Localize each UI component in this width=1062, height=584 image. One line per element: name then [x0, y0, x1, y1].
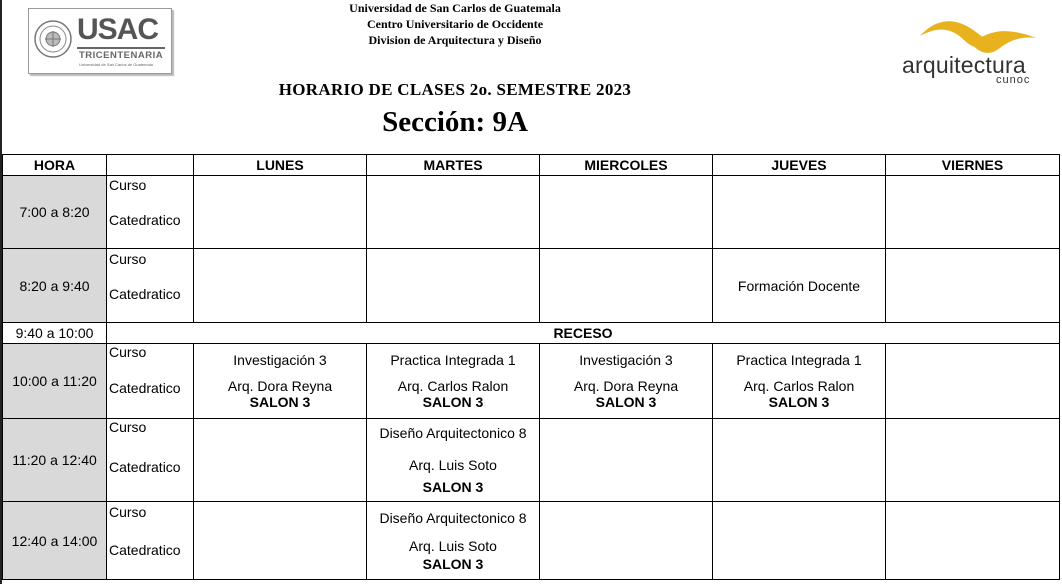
teacher-label: Catedratico [109, 542, 181, 558]
table-row [3, 176, 1060, 249]
course-label: Curso [109, 251, 147, 267]
row-labels [107, 419, 194, 502]
section-label: Sección: 9A [382, 106, 528, 138]
course-label: Curso [109, 177, 147, 193]
header-lunes: LUNES [194, 155, 367, 176]
room-label: SALON 3 [422, 394, 484, 410]
cell-martes [367, 419, 540, 502]
course-name: Diseño Arquitectonico 8 [379, 509, 527, 526]
cell-lunes [194, 176, 367, 249]
cell-miercoles [540, 419, 713, 502]
time-cell: 11:20 a 12:40 [3, 419, 107, 502]
cell-jueves [713, 344, 886, 419]
course-name: Practica Integrada 1 [736, 352, 862, 368]
schedule-table [2, 154, 1060, 580]
header-miercoles: MIERCOLES [540, 155, 713, 176]
teacher-name: Arq. Dora Reyna [573, 378, 679, 394]
cell-martes [367, 249, 540, 323]
cell-jueves [713, 176, 886, 249]
recess-label: RECESO [107, 323, 1060, 344]
cell-viernes [886, 344, 1060, 419]
usac-small-text: Universidad de San Carlos de Guatemala [79, 62, 153, 67]
usac-divider [77, 47, 165, 49]
cell-viernes [886, 176, 1060, 249]
room-label: SALON 3 [768, 394, 830, 410]
row-labels [107, 344, 194, 419]
schedule-title: HORARIO DE CLASES 2o. SEMESTRE 2023 [278, 80, 632, 99]
time-cell: 10:00 a 11:20 [3, 344, 107, 419]
table-row [3, 419, 1060, 502]
cell-viernes [886, 249, 1060, 323]
time-cell: 7:00 a 8:20 [3, 176, 107, 249]
header-martes: MARTES [367, 155, 540, 176]
row-labels [107, 176, 194, 249]
division-name: Division de Arquitectura y Diseño [368, 33, 542, 47]
recess-row [3, 323, 1060, 344]
teacher-label: Catedratico [109, 212, 181, 228]
cell-miercoles [540, 249, 713, 323]
course-name: Investigación 3 [233, 352, 327, 368]
arquitectura-wordmark: arquitectura [902, 52, 1026, 78]
room-label: SALON 3 [249, 394, 311, 410]
cell-lunes [194, 502, 367, 580]
time-cell: 12:40 a 14:00 [3, 502, 107, 580]
cell-martes [367, 344, 540, 419]
header-labels [107, 155, 194, 176]
course-name: Investigación 3 [579, 352, 673, 368]
cell-lunes [194, 419, 367, 502]
table-header-row [3, 155, 1060, 176]
usac-seal-icon [33, 19, 73, 59]
teacher-name: Arq. Luis Soto [409, 537, 497, 554]
row-labels [107, 249, 194, 323]
course-name: Diseño Arquitectonico 8 [379, 425, 527, 441]
course-label: Curso [109, 504, 147, 520]
cell-lunes [194, 249, 367, 323]
center-name: Centro Universitario de Occidente [366, 17, 544, 31]
cell-jueves: Formación Docente [713, 249, 886, 323]
header-jueves: JUEVES [713, 155, 886, 176]
teacher-label: Catedratico [109, 380, 181, 396]
course-label: Curso [109, 344, 147, 360]
arquitectura-swoosh-icon [918, 14, 1038, 56]
university-name: Universidad de San Carlos de Guatemala [349, 1, 561, 15]
teacher-label: Catedratico [109, 459, 181, 475]
header-hora: HORA [3, 155, 107, 176]
cunoc-wordmark: cunoc [996, 74, 1031, 86]
time-cell: 8:20 a 9:40 [3, 249, 107, 323]
header-viernes: VIERNES [886, 155, 1060, 176]
table-row [3, 502, 1060, 580]
usac-logo [28, 8, 172, 74]
course-name: Practica Integrada 1 [390, 352, 516, 368]
usac-wordmark: USAC [77, 13, 159, 46]
room-label: SALON 3 [422, 479, 484, 495]
teacher-name: Arq. Dora Reyna [227, 378, 333, 394]
teacher-name: Arq. Carlos Ralon [397, 378, 509, 394]
cell-miercoles [540, 502, 713, 580]
cell-martes [367, 176, 540, 249]
recess-time: 9:40 a 10:00 [3, 323, 107, 344]
row-labels [107, 502, 194, 580]
cell-martes [367, 502, 540, 580]
cell-viernes [886, 502, 1060, 580]
teacher-name: Arq. Luis Soto [409, 457, 497, 473]
room-label: SALON 3 [422, 555, 484, 572]
table-row [3, 249, 1060, 323]
teacher-label: Catedratico [109, 286, 181, 302]
cell-viernes [886, 419, 1060, 502]
course-label: Curso [109, 419, 147, 435]
cell-jueves [713, 419, 886, 502]
table-row [3, 344, 1060, 419]
teacher-name: Arq. Carlos Ralon [743, 378, 855, 394]
cell-lunes [194, 344, 367, 419]
cell-jueves [713, 502, 886, 580]
cell-miercoles [540, 344, 713, 419]
usac-subtitle: TRICENTENARIA [79, 50, 164, 61]
room-label: SALON 3 [595, 394, 657, 410]
cell-miercoles [540, 176, 713, 249]
